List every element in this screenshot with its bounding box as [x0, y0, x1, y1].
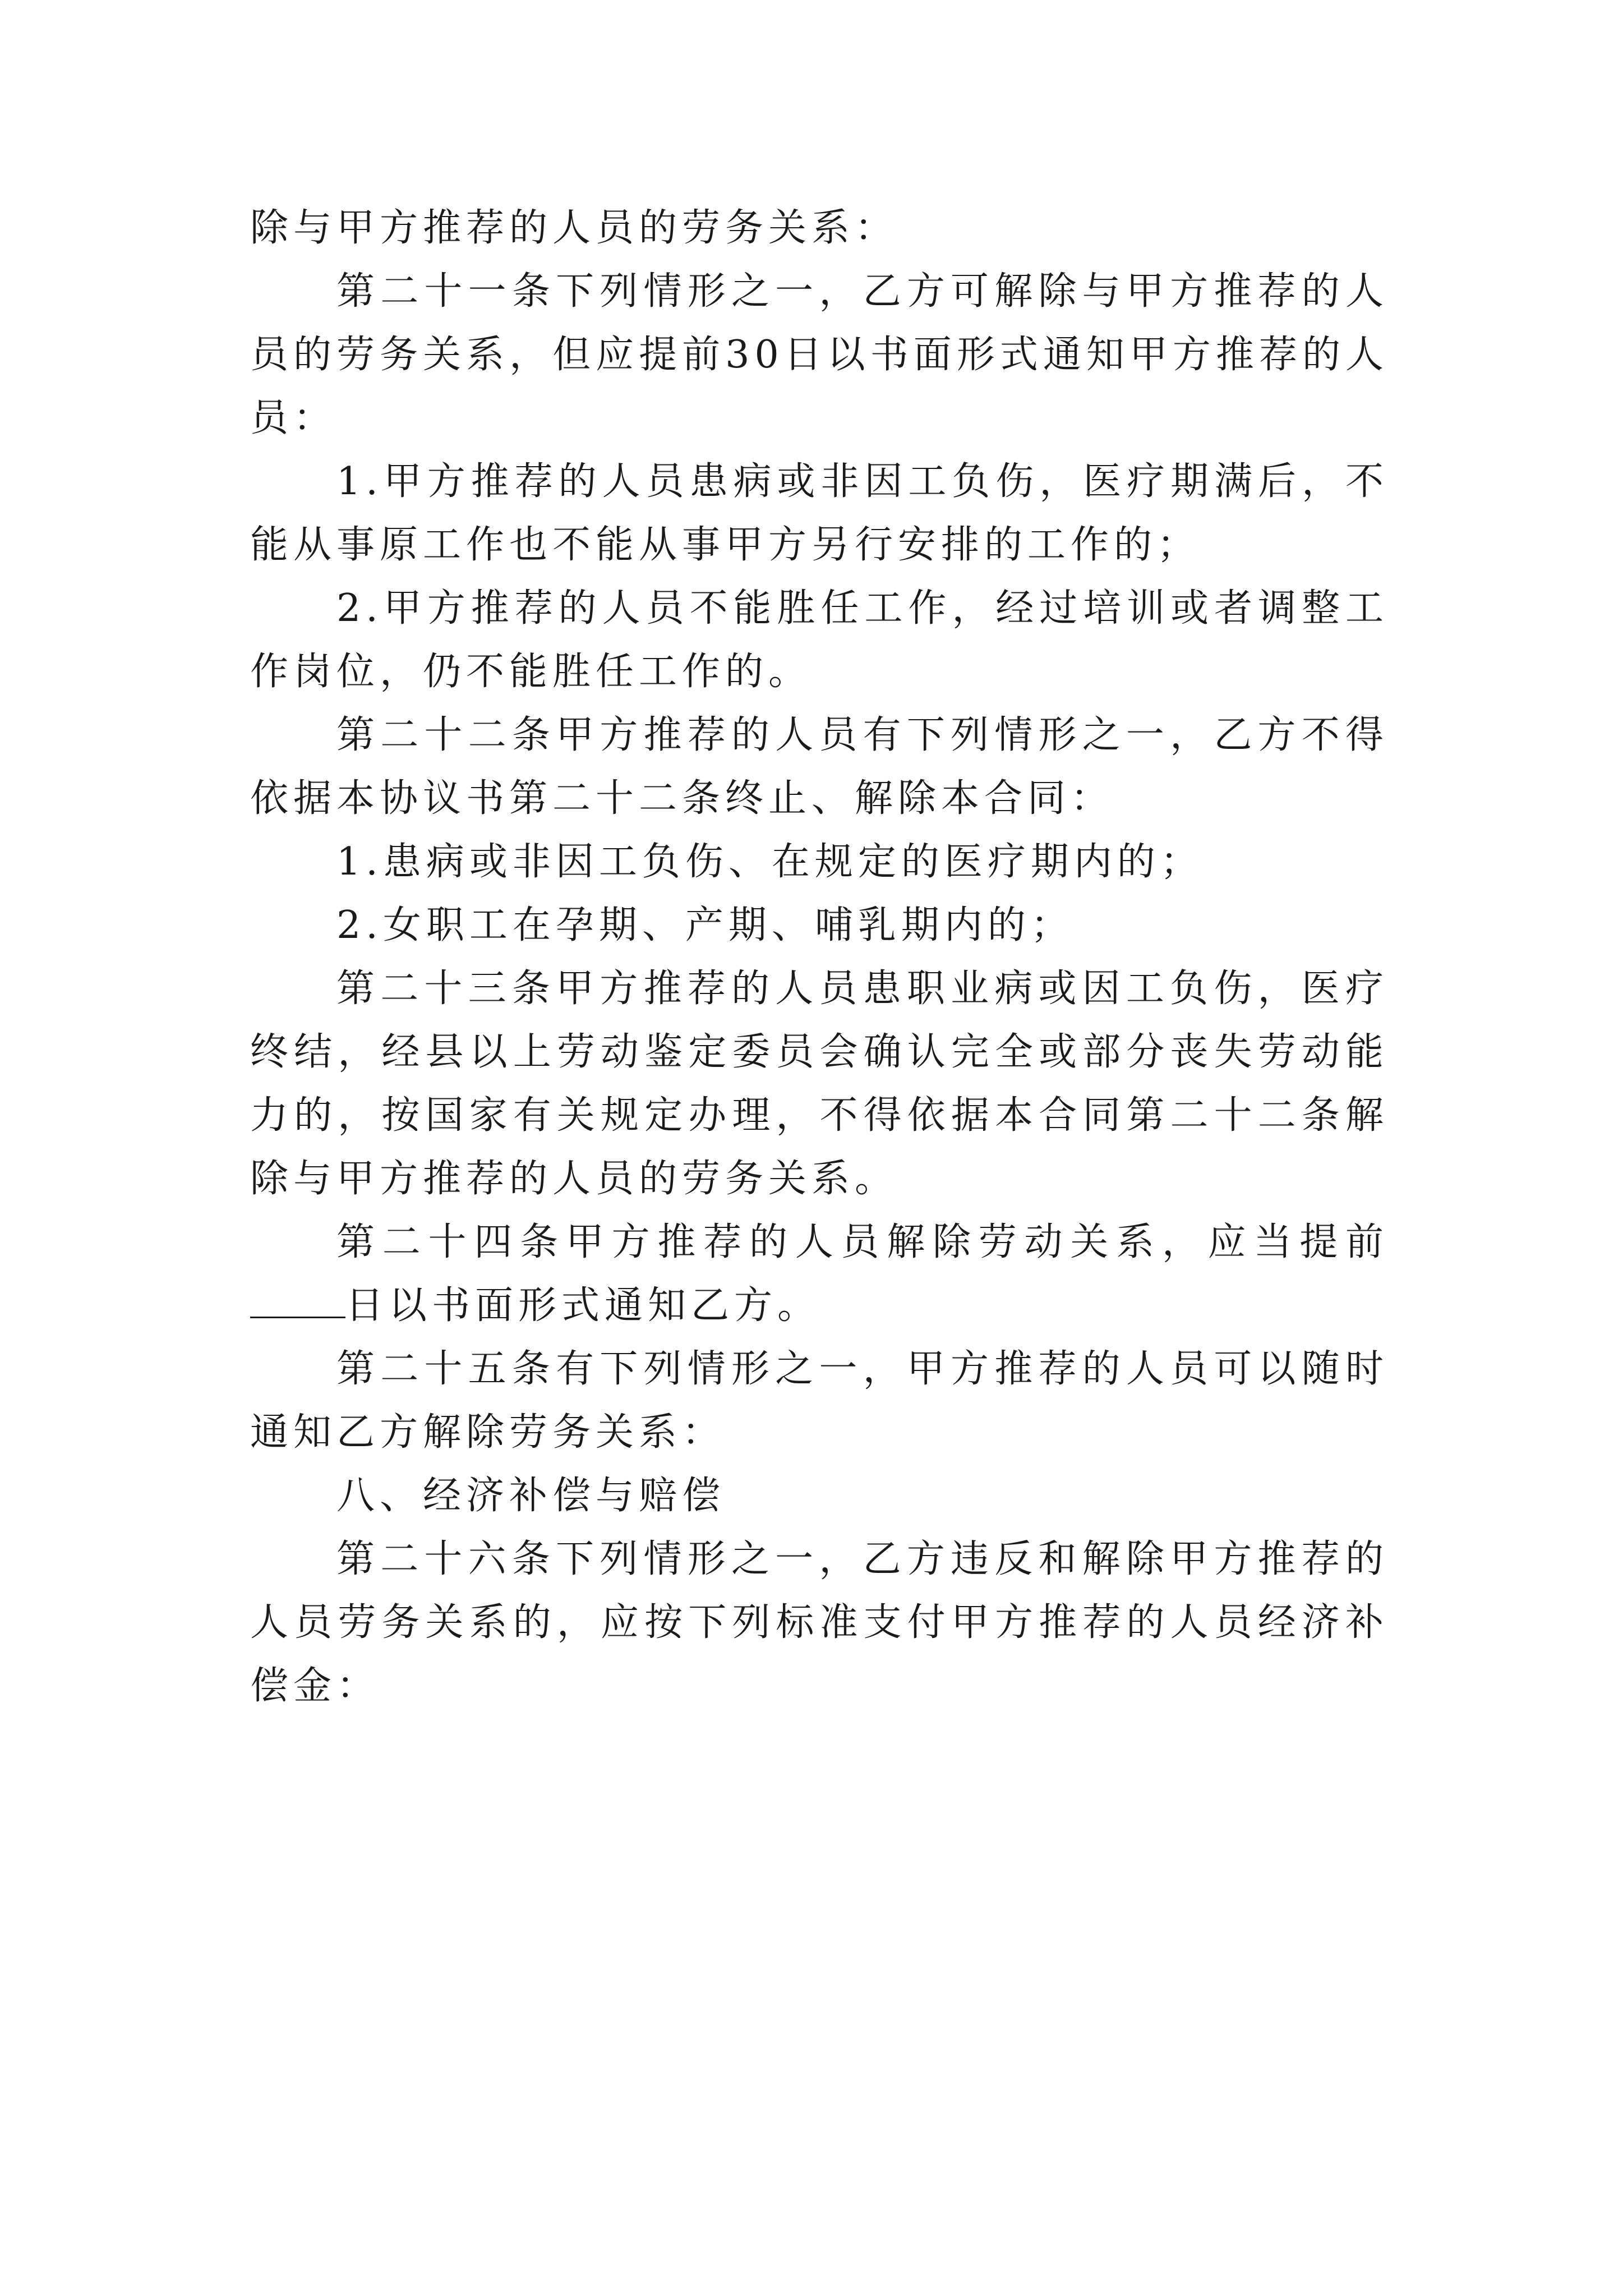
- article-22-item-1: 1.患病或非因工负伤、在规定的医疗期内的；: [336, 840, 1204, 884]
- article-22-item-2: 2.女职工在孕期、产期、哺乳期内的；: [336, 903, 1074, 947]
- article-24: [250, 1211, 1389, 1337]
- article-25: 第二十五条有下列情形之一，甲方推荐的人员可以随时通知乙方解除劳务关系：: [250, 1347, 1389, 1455]
- article-26: 第二十六条下列情形之一，乙方违反和解除甲方推荐的人员劳务关系的，应按下列标准支付甲方推荐的人员经济补偿金：: [250, 1537, 1389, 1708]
- article-23: 第二十三条甲方推荐的人员患职业病或因工负伤，医疗终结，经县以上劳动鉴定委员会确认完全或部分丧失劳动能力的，按国家有关规定办理，不得依据本合同第二十二条解除与甲方推荐的人员的劳务关系。: [250, 967, 1389, 1201]
- article-21: 第二十一条下列情形之一，乙方可解除与甲方推荐的人员的劳务关系，但应提前30日以书面形式通知甲方推荐的人员：: [250, 269, 1389, 440]
- paragraph-continuation: 除与甲方推荐的人员的劳务关系：: [250, 206, 898, 250]
- document-body: [250, 196, 1389, 1718]
- section-heading-compensation: 八、经济补偿与赔偿: [336, 1474, 726, 1518]
- article-21-item-2: 2.甲方推荐的人员不能胜任工作，经过培训或者调整工作岗位，仍不能胜任工作的。: [250, 586, 1389, 694]
- article-22: 第二十二条甲方推荐的人员有下列情形之一，乙方不得依据本协议书第二十二条终止、解除本合同：: [250, 713, 1389, 821]
- article-24-text-after: 日以书面形式通知乙方。: [345, 1283, 821, 1328]
- fill-in-blank: [250, 1283, 345, 1318]
- article-24-text-before: 第二十四条甲方推荐的人员解除劳动关系，应当提前: [336, 1220, 1389, 1264]
- article-21-item-1: 1.甲方推荐的人员患病或非因工负伤，医疗期满后，不能从事原工作也不能从事甲方另行安排的工作的；: [250, 459, 1389, 567]
